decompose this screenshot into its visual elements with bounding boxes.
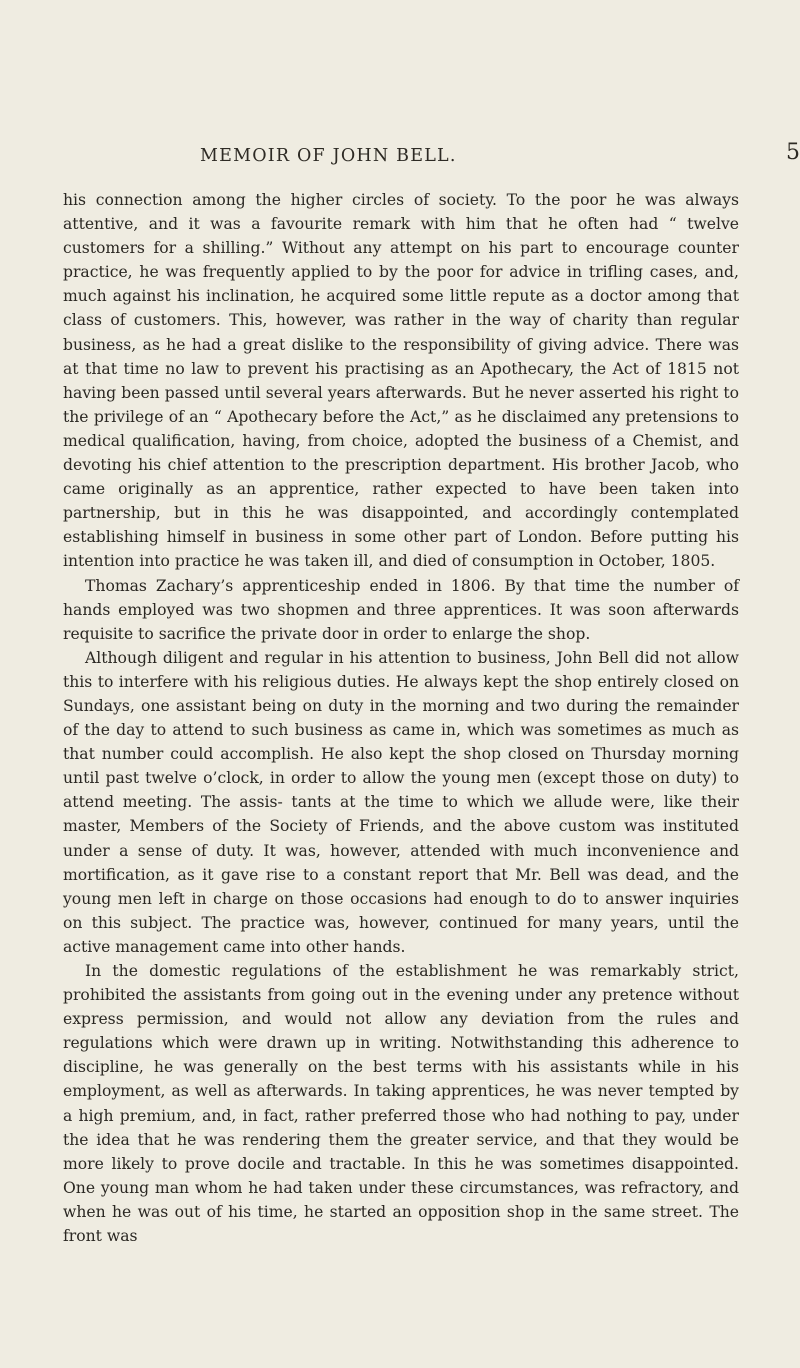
page-number: 5 <box>786 140 800 165</box>
paragraph-2: Thomas Zachary’s apprenticeship ended in 1806. By that time the number of hands employed was two shopmen and three apprentices. It was soon afterwards requisite to sacrifice the private door in order to enlarge the shop. <box>63 576 739 643</box>
paragraph-4: In the domestic regulations of the establishment he was remarkably strict, prohibited the assistants from going out in the evening under any pretence without express permission, and would not allow any deviation from the rules and regulations which were drawn up in writing. Notwithstanding this adherence to discipline, he was generally on the best terms with his assistants while in his employment, as well as afterwards. In taking apprentices, he was never tempted by a high premium, and, in fact, rather preferred those who had nothing to pay, under the idea that he was rendering them the greater service, and that they would be more likely to prove docile and tractable. In this he was sometimes disappointed. One young man whom he had taken under these circumstances, was refractory, and when he was out of his time, he started an opposition shop in the same street. The front was <box>63 962 739 1246</box>
running-head: MEMOIR OF JOHN BELL. <box>200 146 457 166</box>
body-text <box>63 188 739 1248</box>
paragraph-1: his connection among the higher circles of society. To the poor he was always attentive, and it was a favourite remark with him that he often had “ twelve customers for a shilling.” Without any attempt on his part to encourage counter practice, he was frequently applied to by the poor for advice in trifling cases, and, much against his inclination, he acquired some little repute as a doctor among that class of customers. This, however, was rather in the way of charity than regular business, as he had a great dislike to the responsibility of giving advice. There was at that time no law to prevent his practising as an Apothecary, the Act of 1815 not having been passed until several years afterwards. But he never asserted his right to the privilege of an “ Apothecary before the Act,” as he disclaimed any pretensions to medical qualification, having, from choice, adopted the business of a Chemist, and devoting his chief attention to the prescription department. His brother Jacob, who came originally as an apprentice, rather expected to have been taken into partnership, but in this he was disappointed, and accordingly contemplated establishing himself in business in some other part of London. Before putting his intention into practice he was taken ill, and died of consumption in October, 1805. <box>63 191 739 571</box>
paragraph-3: Although diligent and regular in his attention to business, John Bell did not allow this to interfere with his religious duties. He always kept the shop entirely closed on Sundays, one assistant being on duty in the morning and two during the remainder of the day to attend to such business as came in, which was sometimes as much as that number could accomplish. He also kept the shop closed on Thursday morning until past twelve o’clock, in order to allow the young men (except those on duty) to attend meeting. The assis- tants at the time to which we allude were, like their master, Members of the Society of Friends, and the above custom was instituted under a sense of duty. It was, however, attended with much inconvenience and mortification, as it gave rise to a constant report that Mr. Bell was dead, and the young men left in charge on those occasions had enough to do to answer inquiries on this subject. The practice was, however, continued for many years, until the active management came into other hands. <box>63 648 739 956</box>
